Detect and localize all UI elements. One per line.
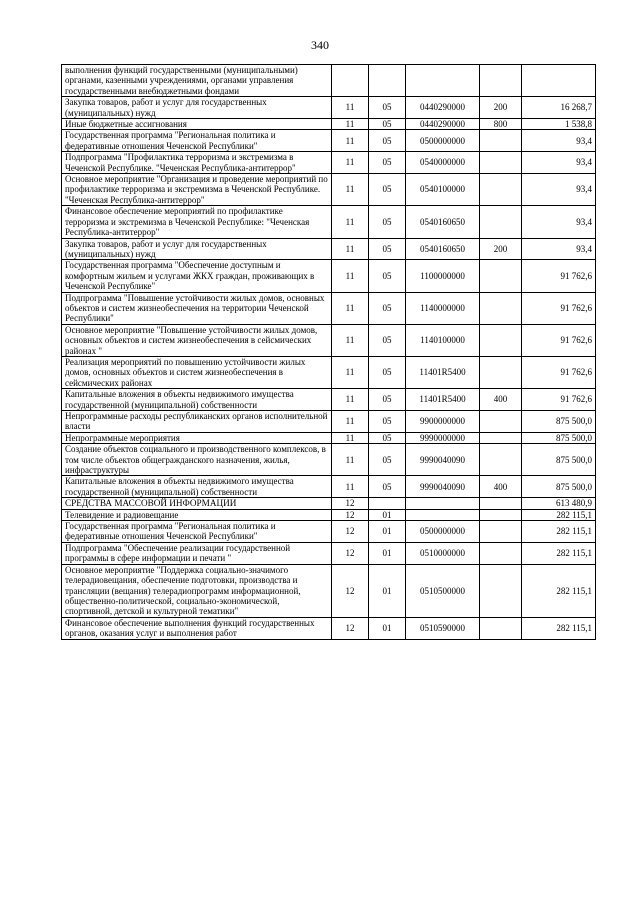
amount: 93,4 xyxy=(522,206,596,238)
amount: 91 762,6 xyxy=(522,260,596,292)
section-code: 11 xyxy=(332,444,369,476)
row-name: СРЕДСТВА МАССОВОЙ ИНФОРМАЦИИ xyxy=(62,498,332,509)
target-article-code: 0440290000 xyxy=(406,97,480,119)
row-name: Основное мероприятие "Поддержка социально-значимого телерадиовещания, обеспечение подготовки, производства и трансляции (вещания) телерадиопрограмм информационной, общественно-политической, социально-экономической, спортивной, детской и культурной тематики" xyxy=(62,564,332,617)
section-code: 11 xyxy=(332,152,369,174)
amount: 93,4 xyxy=(522,130,596,152)
amount: 282 115,1 xyxy=(522,564,596,617)
section-code: 11 xyxy=(332,432,369,443)
section-code: 11 xyxy=(332,130,369,152)
section-code: 11 xyxy=(332,411,369,433)
expense-type-code: 200 xyxy=(480,97,522,119)
section-code: 12 xyxy=(332,564,369,617)
table-row xyxy=(62,509,596,520)
section-code: 11 xyxy=(332,476,369,498)
table-row xyxy=(62,389,596,411)
target-article-code xyxy=(406,65,480,97)
table-row xyxy=(62,498,596,509)
row-name: Закупка товаров, работ и услуг для государственных (муниципальных) нужд xyxy=(62,97,332,119)
table-row xyxy=(62,411,596,433)
target-article-code: 0510500000 xyxy=(406,564,480,617)
target-article-code xyxy=(406,498,480,509)
row-name: Основное мероприятие "Повышение устойчивости жилых домов, основных объектов и систем жизнеобеспечения в сейсмических районах " xyxy=(62,324,332,356)
row-name: Государственная программа "Обеспечение доступным и комфортным жильем и услугами ЖКХ граждан, проживающих в Чеченской Республике" xyxy=(62,260,332,292)
subsection-code: 05 xyxy=(369,389,406,411)
target-article-code: 0500000000 xyxy=(406,521,480,543)
subsection-code: 05 xyxy=(369,324,406,356)
row-name: Государственная программа "Региональная политика и федеративные отношения Чеченской Республики" xyxy=(62,130,332,152)
subsection-code: 05 xyxy=(369,476,406,498)
expense-type-code: 400 xyxy=(480,389,522,411)
subsection-code: 05 xyxy=(369,356,406,388)
subsection-code: 05 xyxy=(369,292,406,324)
target-article-code: 9990000000 xyxy=(406,432,480,443)
table-row xyxy=(62,119,596,130)
row-name: Финансовое обеспечение выполнения функций государственных органов, оказания услуг и выполнения работ xyxy=(62,617,332,639)
amount: 1 538,8 xyxy=(522,119,596,130)
subsection-code: 05 xyxy=(369,260,406,292)
subsection-code xyxy=(369,498,406,509)
amount: 93,4 xyxy=(522,152,596,174)
target-article-code: 1140000000 xyxy=(406,292,480,324)
target-article-code: 0540160650 xyxy=(406,206,480,238)
row-name: Подпрограмма "Обеспечение реализации государственной программы в сфере информации и печати " xyxy=(62,542,332,564)
expense-type-code xyxy=(480,509,522,520)
section-code: 11 xyxy=(332,174,369,206)
expense-type-code: 800 xyxy=(480,119,522,130)
table-row xyxy=(62,432,596,443)
subsection-code: 01 xyxy=(369,617,406,639)
expense-type-code xyxy=(480,292,522,324)
subsection-code: 05 xyxy=(369,432,406,443)
row-name: Подпрограмма "Повышение устойчивости жилых домов, основных объектов и систем жизнеобеспечения на территории Чеченской Республики" xyxy=(62,292,332,324)
amount: 282 115,1 xyxy=(522,542,596,564)
section-code xyxy=(332,65,369,97)
table-row xyxy=(62,65,596,97)
expense-type-code xyxy=(480,65,522,97)
table-row xyxy=(62,97,596,119)
subsection-code: 01 xyxy=(369,564,406,617)
row-name: Телевидение и радиовещание xyxy=(62,509,332,520)
target-article-code: 0540000000 xyxy=(406,152,480,174)
budget-table xyxy=(61,64,596,640)
amount: 282 115,1 xyxy=(522,617,596,639)
amount: 282 115,1 xyxy=(522,509,596,520)
expense-type-code xyxy=(480,432,522,443)
table-row xyxy=(62,238,596,260)
target-article-code: 0440290000 xyxy=(406,119,480,130)
subsection-code: 05 xyxy=(369,119,406,130)
amount: 91 762,6 xyxy=(522,324,596,356)
expense-type-code xyxy=(480,617,522,639)
expense-type-code xyxy=(480,411,522,433)
expense-type-code xyxy=(480,206,522,238)
expense-type-code xyxy=(480,130,522,152)
target-article-code: 1100000000 xyxy=(406,260,480,292)
section-code: 11 xyxy=(332,206,369,238)
section-code: 12 xyxy=(332,542,369,564)
row-name: Основное мероприятие "Организация и проведение мероприятий по профилактике терроризма и экстремизма в Чеченской Республике. "Чеченская Республика-антитеррор" xyxy=(62,174,332,206)
section-code: 12 xyxy=(332,509,369,520)
amount: 282 115,1 xyxy=(522,521,596,543)
section-code: 11 xyxy=(332,119,369,130)
subsection-code: 05 xyxy=(369,238,406,260)
section-code: 11 xyxy=(332,238,369,260)
row-name: Закупка товаров, работ и услуг для государственных (муниципальных) нужд xyxy=(62,238,332,260)
table-row xyxy=(62,292,596,324)
amount: 93,4 xyxy=(522,238,596,260)
row-name: Капитальные вложения в объекты недвижимого имущества государственной (муниципальной) собственности xyxy=(62,476,332,498)
table-row xyxy=(62,542,596,564)
subsection-code: 05 xyxy=(369,174,406,206)
amount: 613 480,9 xyxy=(522,498,596,509)
section-code: 11 xyxy=(332,292,369,324)
target-article-code xyxy=(406,509,480,520)
table-row xyxy=(62,564,596,617)
target-article-code: 0510000000 xyxy=(406,542,480,564)
expense-type-code xyxy=(480,324,522,356)
row-name: выполнения функций государственными (муниципальными) органами, казенными учреждениями, органами управления государственными внебюджетными фондами xyxy=(62,65,332,97)
row-name: Непрограммные мероприятия xyxy=(62,432,332,443)
table-row xyxy=(62,444,596,476)
amount: 875 500,0 xyxy=(522,411,596,433)
amount: 91 762,6 xyxy=(522,356,596,388)
amount: 16 268,7 xyxy=(522,97,596,119)
target-article-code: 9990040090 xyxy=(406,444,480,476)
amount: 875 500,0 xyxy=(522,476,596,498)
target-article-code: 0510590000 xyxy=(406,617,480,639)
table-row xyxy=(62,521,596,543)
table-row xyxy=(62,356,596,388)
expense-type-code xyxy=(480,152,522,174)
section-code: 11 xyxy=(332,97,369,119)
subsection-code: 01 xyxy=(369,509,406,520)
row-name: Капитальные вложения в объекты недвижимого имущества государственной (муниципальной) собственности xyxy=(62,389,332,411)
subsection-code: 05 xyxy=(369,411,406,433)
amount: 875 500,0 xyxy=(522,432,596,443)
amount: 91 762,6 xyxy=(522,389,596,411)
subsection-code: 01 xyxy=(369,521,406,543)
subsection-code: 05 xyxy=(369,444,406,476)
budget-table-body xyxy=(62,65,596,640)
expense-type-code xyxy=(480,260,522,292)
table-row xyxy=(62,260,596,292)
expense-type-code xyxy=(480,444,522,476)
section-code: 12 xyxy=(332,521,369,543)
subsection-code: 05 xyxy=(369,152,406,174)
target-article-code: 0540100000 xyxy=(406,174,480,206)
subsection-code: 05 xyxy=(369,97,406,119)
expense-type-code xyxy=(480,356,522,388)
target-article-code: 1140100000 xyxy=(406,324,480,356)
row-name: Подпрограмма "Профилактика терроризма и экстремизма в Чеченской Республике. "Чеченская Республика-антитеррор" xyxy=(62,152,332,174)
section-code: 12 xyxy=(332,617,369,639)
section-code: 11 xyxy=(332,356,369,388)
target-article-code: 0500000000 xyxy=(406,130,480,152)
amount: 875 500,0 xyxy=(522,444,596,476)
target-article-code: 9990040090 xyxy=(406,476,480,498)
section-code: 11 xyxy=(332,389,369,411)
target-article-code: 11401R5400 xyxy=(406,389,480,411)
row-name: Непрограммные расходы республиканских органов исполнительной власти xyxy=(62,411,332,433)
subsection-code: 05 xyxy=(369,206,406,238)
expense-type-code: 400 xyxy=(480,476,522,498)
row-name: Создание объектов социального и производственного комплексов, в том числе объектов общегражданского назначения, жилья, инфраструктуры xyxy=(62,444,332,476)
table-row xyxy=(62,617,596,639)
section-code: 11 xyxy=(332,324,369,356)
section-code: 11 xyxy=(332,260,369,292)
page-number: 340 xyxy=(311,38,329,52)
table-row xyxy=(62,130,596,152)
table-row xyxy=(62,206,596,238)
amount xyxy=(522,65,596,97)
subsection-code: 01 xyxy=(369,542,406,564)
table-row xyxy=(62,324,596,356)
expense-type-code xyxy=(480,498,522,509)
target-article-code: 9900000000 xyxy=(406,411,480,433)
row-name: Иные бюджетные ассигнования xyxy=(62,119,332,130)
row-name: Государственная программа "Региональная политика и федеративные отношения Чеченской Республики" xyxy=(62,521,332,543)
expense-type-code xyxy=(480,564,522,617)
expense-type-code xyxy=(480,542,522,564)
expense-type-code xyxy=(480,174,522,206)
subsection-code xyxy=(369,65,406,97)
amount: 93,4 xyxy=(522,174,596,206)
row-name: Реализация мероприятий по повышению устойчивости жилых домов, основных объектов и систем жизнеобеспечения в сейсмических районах xyxy=(62,356,332,388)
table-row xyxy=(62,152,596,174)
expense-type-code: 200 xyxy=(480,238,522,260)
row-name: Финансовое обеспечение мероприятий по профилактике терроризма и экстремизма в Чеченской Республике: "Чеченская Республика-антитеррор" xyxy=(62,206,332,238)
section-code: 12 xyxy=(332,498,369,509)
target-article-code: 0540160650 xyxy=(406,238,480,260)
subsection-code: 05 xyxy=(369,130,406,152)
table-row xyxy=(62,476,596,498)
target-article-code: 11401R5400 xyxy=(406,356,480,388)
amount: 91 762,6 xyxy=(522,292,596,324)
expense-type-code xyxy=(480,521,522,543)
table-row xyxy=(62,174,596,206)
